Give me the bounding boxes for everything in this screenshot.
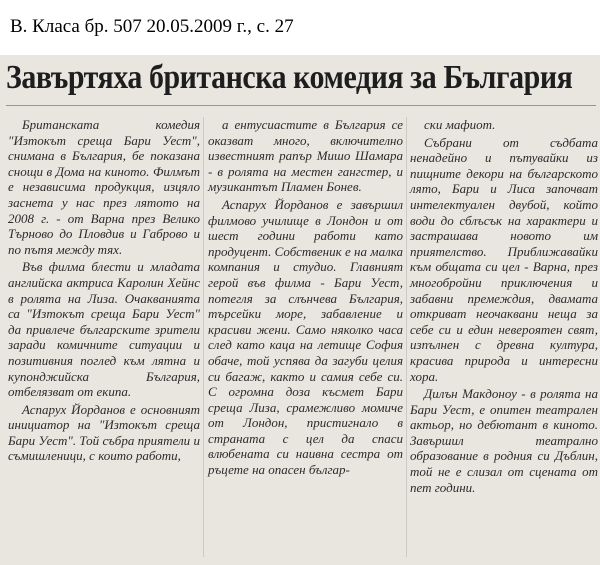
paragraph: Дилън Макдоноу - в ролята на Бари Уест, е опитен театрален актьор, но дебютант в киното. Завършил театрално образование в родния си Дъблин, той не е слизал от сцената от пет години. xyxy=(410,386,598,495)
paragraph: Събрани от съдбата ненадейно и пътувайки из пищните декори на българското лято, Бари и Лиса започват интелектуален двубой, който води до сблъсък на характери и застрашава новото им приятелство. Приближавайки към общата си цел - Варна, през многобройни приключения и забавни премеждия, двамата откриват неочаквани неща за себе си и един невероятен свят, изпълнен с древна култура, красива природа и интересни хора. xyxy=(410,134,598,384)
article-column-1 xyxy=(8,117,200,464)
source-line: В. Класа бр. 507 20.05.2009 г., с. 27 xyxy=(10,16,294,37)
paragraph: Аспарух Йорданов е завършил филмово училище в Лондон и от шест години работи като продуцент. Собственик е на малка компания и студио. Главният герой във филма - Бари Уест, потегля за слънчева България, търсейки море, забавление и красиви жени. Само няколко часа след като каца на летище София обаче, той успява да загуби целия си багаж, както и самия себе си. С огромна доза късмет Бари среща Лиза, срамежливо момиче от Лондон, пристигнало в страната с цел да спаси влюбената си наивна сестра от ръцете на опасен българ- xyxy=(208,196,403,478)
paragraph: Британската комедия "Изтокът среща Бари Уест", снимана в България, бе показана снощи в Дома на киното. Филмът е независима продукция, изцяло заснета у нас през лятото на 2008 г. - от Варна през Велико Търново до Пловдив и Габрово и по пътя между тях. xyxy=(8,117,200,257)
paragraph: Във филма блести и младата английска актриса Каролин Хейнс в ролята на Лиза. Очакванията са "Изтокът среща Бари Уест" да привлече българските зрители заради комичните ситуации и позитивния поглед към лятна и купонджийска България, отбелязват от екипа. xyxy=(8,259,200,400)
paragraph: ски мафиот. xyxy=(424,117,496,132)
article-column-3 xyxy=(410,117,598,495)
article-headline: Завъртяха британска комедия за България xyxy=(6,59,573,96)
headline-rule xyxy=(6,105,596,106)
newspaper-clipping xyxy=(0,55,600,565)
paragraph: Аспарух Йорданов е основният инициатор на "Изтокът среща Бари Уест". Той събра приятели и съмишленици, с които работи, xyxy=(8,401,200,464)
paragraph: а ентусиастите в България се оказват много, включително известният рапър Мишо Шамара - в ролята на местен гангстер, и музикантът Пламен Бонев. xyxy=(208,117,403,195)
article-column-2 xyxy=(208,117,403,478)
column-divider xyxy=(406,117,407,557)
column-divider xyxy=(203,117,204,557)
